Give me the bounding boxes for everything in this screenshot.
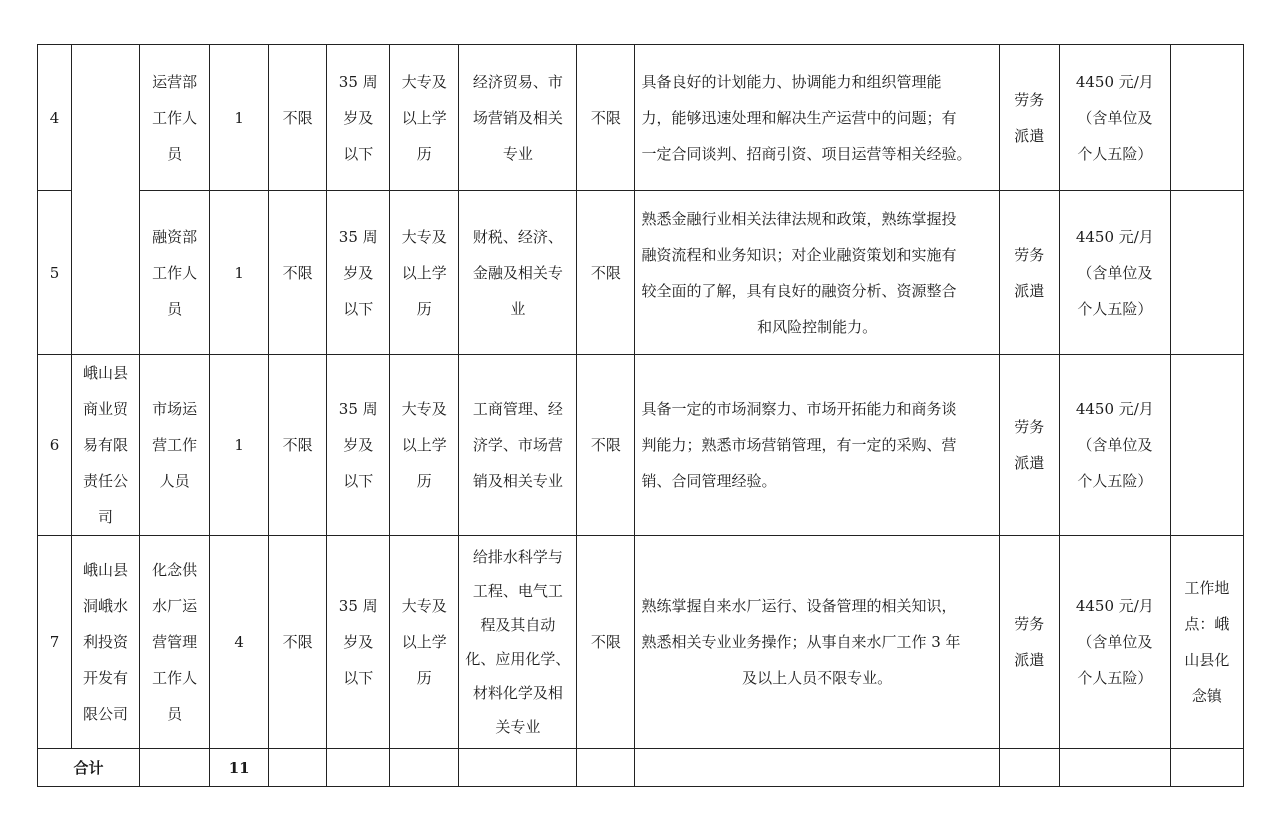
remarks-cell [1170, 191, 1243, 355]
employment-type-cell: 劳务 派遣 [999, 536, 1059, 749]
education-cell: 大专及 以上学 历 [390, 45, 459, 191]
total-row [38, 749, 1244, 787]
education-cell: 大专及 以上学 历 [390, 355, 459, 536]
count-cell: 4 [210, 536, 269, 749]
empty-cell [459, 749, 577, 787]
requirements-cell: 熟悉金融行业相关法律法规和政策，熟练掌握投 融资流程和业务知识；对企业融资策划和实施有 较全面的了解，具有良好的融资分析、资源整合 和风险控制能力。 [635, 191, 999, 355]
education-cell: 大专及 以上学 历 [390, 536, 459, 749]
major-cell: 给排水科学与 工程、电气工 程及其自动 化、应用化学、 材料化学及相 关专业 [459, 536, 577, 749]
recruitment-table [37, 44, 1244, 787]
company-cell [72, 45, 140, 355]
empty-cell [635, 749, 999, 787]
remarks-cell [1170, 45, 1243, 191]
other-requirement-cell: 不限 [577, 536, 635, 749]
empty-cell [269, 749, 327, 787]
requirements-cell: 熟练掌握自来水厂运行、设备管理的相关知识， 熟悉相关专业业务操作；从事自来水厂工作 3 年 及以上人员不限专业。 [635, 536, 999, 749]
age-cell: 35 周 岁及 以下 [327, 355, 390, 536]
major-cell: 工商管理、经 济学、市场营 销及相关专业 [459, 355, 577, 536]
table-row [38, 191, 1244, 355]
remarks-cell: 工作地 点：峨 山县化 念镇 [1170, 536, 1243, 749]
company-cell: 峨山县 洞峨水 利投资 开发有 限公司 [72, 536, 140, 749]
salary-cell: 4450 元/月 （含单位及 个人五险） [1059, 45, 1170, 191]
salary-cell: 4450 元/月 （含单位及 个人五险） [1059, 355, 1170, 536]
row-number: 4 [38, 45, 72, 191]
empty-cell [999, 749, 1059, 787]
requirements-cell: 具备良好的计划能力、协调能力和组织管理能 力，能够迅速处理和解决生产运营中的问题；有 一定合同谈判、招商引资、项目运营等相关经验。 [635, 45, 999, 191]
major-cell: 经济贸易、市 场营销及相关 专业 [459, 45, 577, 191]
total-label: 合计 [38, 749, 140, 787]
salary-cell: 4450 元/月 （含单位及 个人五险） [1059, 191, 1170, 355]
position-cell: 运营部 工作人 员 [140, 45, 210, 191]
row-number: 7 [38, 536, 72, 749]
table-row [38, 536, 1244, 749]
age-cell: 35 周 岁及 以下 [327, 536, 390, 749]
other-requirement-cell: 不限 [577, 355, 635, 536]
count-cell: 1 [210, 355, 269, 536]
company-cell: 峨山县 商业贸 易有限 责任公 司 [72, 355, 140, 536]
education-cell: 大专及 以上学 历 [390, 191, 459, 355]
age-cell: 35 周 岁及 以下 [327, 45, 390, 191]
table-row [38, 45, 1244, 191]
employment-type-cell: 劳务 派遣 [999, 45, 1059, 191]
salary-cell: 4450 元/月 （含单位及 个人五险） [1059, 536, 1170, 749]
empty-cell [1059, 749, 1170, 787]
other-requirement-cell: 不限 [577, 191, 635, 355]
employment-type-cell: 劳务 派遣 [999, 191, 1059, 355]
count-cell: 1 [210, 191, 269, 355]
gender-cell: 不限 [269, 45, 327, 191]
empty-cell [327, 749, 390, 787]
age-cell: 35 周 岁及 以下 [327, 191, 390, 355]
empty-cell [577, 749, 635, 787]
position-cell: 化念供 水厂运 营管理 工作人 员 [140, 536, 210, 749]
empty-cell [1170, 749, 1243, 787]
major-cell: 财税、经济、 金融及相关专 业 [459, 191, 577, 355]
position-cell: 融资部 工作人 员 [140, 191, 210, 355]
requirements-cell: 具备一定的市场洞察力、市场开拓能力和商务谈 判能力；熟悉市场营销管理，有一定的采购、营 销、合同管理经验。 [635, 355, 999, 536]
table-row [38, 355, 1244, 536]
row-number: 5 [38, 191, 72, 355]
other-requirement-cell: 不限 [577, 45, 635, 191]
gender-cell: 不限 [269, 355, 327, 536]
remarks-cell [1170, 355, 1243, 536]
row-number: 6 [38, 355, 72, 536]
employment-type-cell: 劳务 派遣 [999, 355, 1059, 536]
empty-cell [140, 749, 210, 787]
total-count: 11 [210, 749, 269, 787]
position-cell: 市场运 营工作 人员 [140, 355, 210, 536]
gender-cell: 不限 [269, 191, 327, 355]
empty-cell [390, 749, 459, 787]
gender-cell: 不限 [269, 536, 327, 749]
count-cell: 1 [210, 45, 269, 191]
